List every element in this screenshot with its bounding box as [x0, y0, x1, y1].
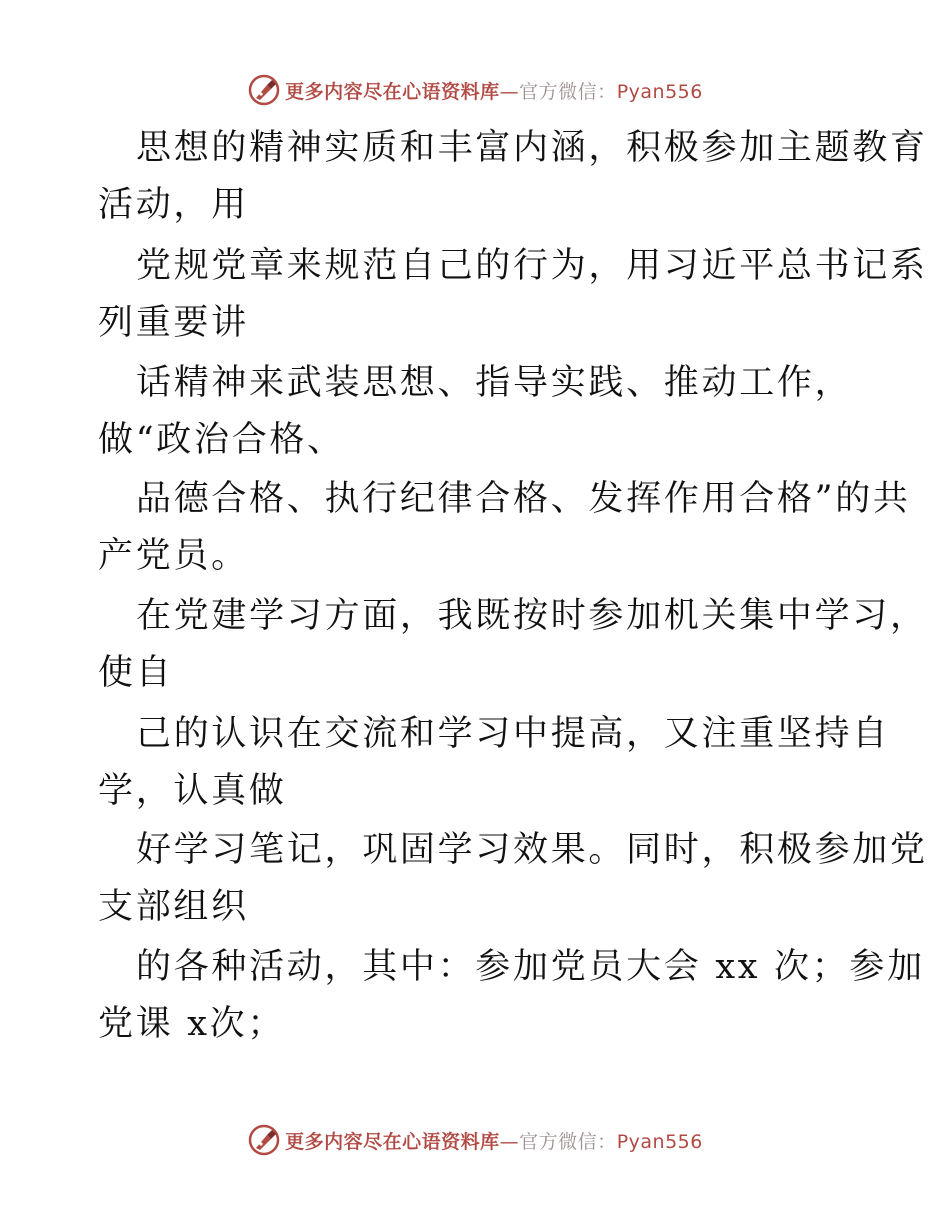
pen-nib-logo-icon [247, 73, 281, 107]
text-line: 活动，用 [98, 185, 249, 225]
watermark-label: 官方微信： [519, 80, 617, 103]
watermark-brand: 更多内容尽在心语资料库 [285, 1130, 500, 1153]
text-line: 党课 x次； [98, 1004, 286, 1044]
text-line: 做“政治合格、 [98, 420, 345, 460]
watermark-wechat-id: Pyan556 [616, 80, 703, 103]
text-line: 品德合格、执行纪律合格、发挥作用合格”的共 [136, 479, 911, 519]
text-line: 学，认真做 [98, 771, 287, 811]
watermark-dash: — [499, 80, 520, 103]
text-line: 己的认识在交流和学习中提高，又注重坚持自 [136, 714, 891, 754]
text-line: 的各种活动，其中：参加党员大会 xx 次；参加 [136, 947, 925, 987]
text-line: 在党建学习方面，我既按时参加机关集中学习， [136, 596, 928, 636]
watermark-brand: 更多内容尽在心语资料库 [285, 80, 500, 103]
watermark-label: 官方微信： [519, 1130, 617, 1153]
watermark-wechat-id: Pyan556 [616, 1130, 703, 1153]
watermark-dash: — [499, 1130, 520, 1153]
pen-nib-logo-icon [247, 1123, 281, 1157]
text-line: 思想的精神实质和丰富内涵，积极参加主题教育 [136, 128, 928, 168]
footer-watermark [0, 1120, 950, 1160]
text-line: 党规党章来规范自己的行为，用习近平总书记系 [136, 246, 928, 286]
header-watermark [0, 70, 950, 110]
text-line: 话精神来武装思想、指导实践、推动工作， [136, 363, 853, 403]
text-line: 使自 [98, 653, 174, 693]
text-line: 支部组织 [98, 887, 249, 927]
text-line: 产党员。 [98, 536, 249, 576]
text-line: 列重要讲 [98, 303, 249, 343]
text-line: 好学习笔记，巩固学习效果。同时，积极参加党 [136, 830, 928, 870]
